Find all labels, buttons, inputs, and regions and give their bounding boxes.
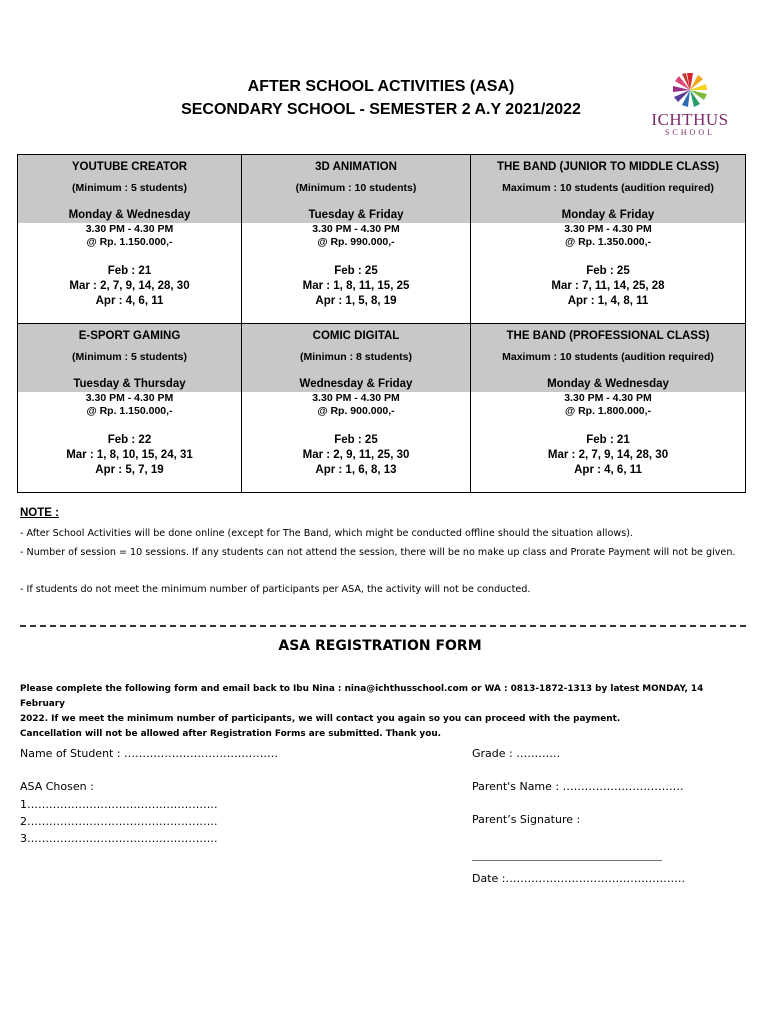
activity-mar-dates: Mar : 2, 9, 11, 25, 30 <box>302 449 410 461</box>
note-item: - Number of session = 10 sessions. If any students can not attend the session, there will be no make up class and Prorate Payment will not be given. <box>20 547 736 558</box>
activity-cell <box>242 324 471 493</box>
activity-requirement: Maximum : 10 students (audition required) <box>502 351 714 363</box>
activity-price: @ Rp. 1.350.000,- <box>564 236 652 248</box>
logo-subtitle: SCHOOL <box>664 128 715 137</box>
logo-name: ICHTHUS <box>651 110 729 129</box>
activity-mar-dates: Mar : 1, 8, 11, 15, 25 <box>302 280 410 292</box>
form-title: ASA REGISTRATION FORM <box>278 638 482 654</box>
activity-feb-dates: Feb : 21 <box>586 434 630 446</box>
activity-mar-dates: Mar : 1, 8, 10, 15, 24, 31 <box>66 449 193 461</box>
activity-apr-dates: Apr : 1, 5, 8, 19 <box>315 295 397 307</box>
activity-mar-dates: Mar : 2, 7, 9, 14, 28, 30 <box>547 449 669 461</box>
cut-line-divider <box>20 625 746 627</box>
activity-days: Tuesday & Friday <box>308 209 404 221</box>
asa-choice-1-field[interactable]: 1……………………………………………. <box>20 798 218 811</box>
activity-requirement: (Minimun : 8 students) <box>300 351 412 363</box>
activity-time: 3.30 PM - 4.30 PM <box>85 223 174 235</box>
asa-schedule-table <box>17 154 746 493</box>
activity-apr-dates: Apr : 5, 7, 19 <box>95 464 164 476</box>
note-item: - After School Activities will be done online (except for The Band, which might be conducted offline should the situation allows). <box>20 528 633 539</box>
activity-feb-dates: Feb : 25 <box>334 434 378 446</box>
form-instructions <box>20 682 750 742</box>
activity-cell <box>471 155 746 324</box>
parents-name-field[interactable]: Parent's Name : …………………………… <box>472 780 684 793</box>
activity-apr-dates: Apr : 4, 6, 11 <box>574 464 642 476</box>
doc-title-line1: AFTER SCHOOL ACTIVITIES (ASA) <box>247 78 515 95</box>
activity-price: @ Rp. 900.000,- <box>317 405 395 417</box>
activity-days: Monday & Wednesday <box>68 209 191 221</box>
activity-name: THE BAND (PROFESSIONAL CLASS) <box>506 330 710 342</box>
activity-time: 3.30 PM - 4.30 PM <box>85 392 174 404</box>
activity-requirement: (Minimum : 5 students) <box>72 351 187 363</box>
activity-requirement: (Minimum : 5 students) <box>72 182 187 194</box>
activity-days: Tuesday & Thursday <box>73 378 186 390</box>
instructions-line: 2022. If we meet the minimum number of participants, we will contact you again so you can proceed with the payment. <box>20 714 621 724</box>
parents-signature-label: Parent’s Signature : <box>472 813 581 826</box>
activity-time: 3.30 PM - 4.30 PM <box>312 392 400 404</box>
activity-apr-dates: Apr : 1, 4, 8, 11 <box>567 295 649 307</box>
activity-feb-dates: Feb : 22 <box>107 434 152 446</box>
activity-price: @ Rp. 1.150.000,- <box>86 405 173 417</box>
activity-requirement: (Minimum : 10 students) <box>295 182 417 194</box>
activity-price: @ Rp. 1.800.000,- <box>564 405 652 417</box>
activity-price: @ Rp. 990.000,- <box>317 236 395 248</box>
asa-choice-3-field[interactable]: 3……………………………………………. <box>20 832 218 845</box>
activity-cell <box>471 324 746 493</box>
activity-feb-dates: Feb : 25 <box>334 265 378 277</box>
asa-chosen-label: ASA Chosen : <box>20 780 94 793</box>
activity-days: Monday & Wednesday <box>547 378 669 390</box>
signature-line[interactable] <box>472 860 662 861</box>
activity-feb-dates: Feb : 25 <box>586 265 630 277</box>
activity-time: 3.30 PM - 4.30 PM <box>564 223 652 235</box>
asa-choice-2-field[interactable]: 2……………………………………………. <box>20 815 218 828</box>
date-field[interactable]: Date :…………………………………………. <box>472 872 685 885</box>
activity-apr-dates: Apr : 4, 6, 11 <box>95 295 164 307</box>
logo-emblem-icon <box>668 70 712 110</box>
instructions-line: Please complete the following form and email back to Ibu Nina : nina@ichthusschool.com or WA : 0813-1872-1313 by latest MONDAY, 14 February <box>20 684 704 709</box>
instructions-line: Cancellation will not be allowed after Registration Forms are submitted. Thank you. <box>20 729 442 739</box>
activity-days: Wednesday & Friday <box>299 378 413 390</box>
activity-name: COMIC DIGITAL <box>312 330 400 342</box>
note-item: - If students do not meet the minimum number of participants per ASA, the activity will not be conducted. <box>20 584 531 595</box>
activity-mar-dates: Mar : 2, 7, 9, 14, 28, 30 <box>69 280 190 292</box>
note-heading: NOTE : <box>20 507 59 519</box>
doc-title-line2: SECONDARY SCHOOL - SEMESTER 2 A.Y 2021/2022 <box>181 101 581 118</box>
activity-time: 3.30 PM - 4.30 PM <box>312 223 400 235</box>
school-logo <box>640 70 740 140</box>
activity-time: 3.30 PM - 4.30 PM <box>564 392 652 404</box>
activity-name: THE BAND (JUNIOR TO MIDDLE CLASS) <box>496 161 720 173</box>
activity-days: Monday & Friday <box>561 209 655 221</box>
activity-apr-dates: Apr : 1, 6, 8, 13 <box>315 464 397 476</box>
activity-cell <box>18 155 242 324</box>
activity-feb-dates: Feb : 21 <box>107 265 152 277</box>
activity-cell <box>242 155 471 324</box>
activity-mar-dates: Mar : 7, 11, 14, 25, 28 <box>551 280 665 292</box>
student-name-field[interactable]: Name of Student : …………………………………… <box>20 747 279 760</box>
activity-name: E-SPORT GAMING <box>78 330 181 342</box>
activity-name: 3D ANIMATION <box>315 161 397 173</box>
activity-price: @ Rp. 1.150.000,- <box>86 236 173 248</box>
activity-cell <box>18 324 242 493</box>
activity-name: YOUTUBE CREATOR <box>71 161 188 173</box>
grade-field[interactable]: Grade : ………… <box>472 747 561 760</box>
activity-requirement: Maximum : 10 students (audition required) <box>502 182 714 194</box>
